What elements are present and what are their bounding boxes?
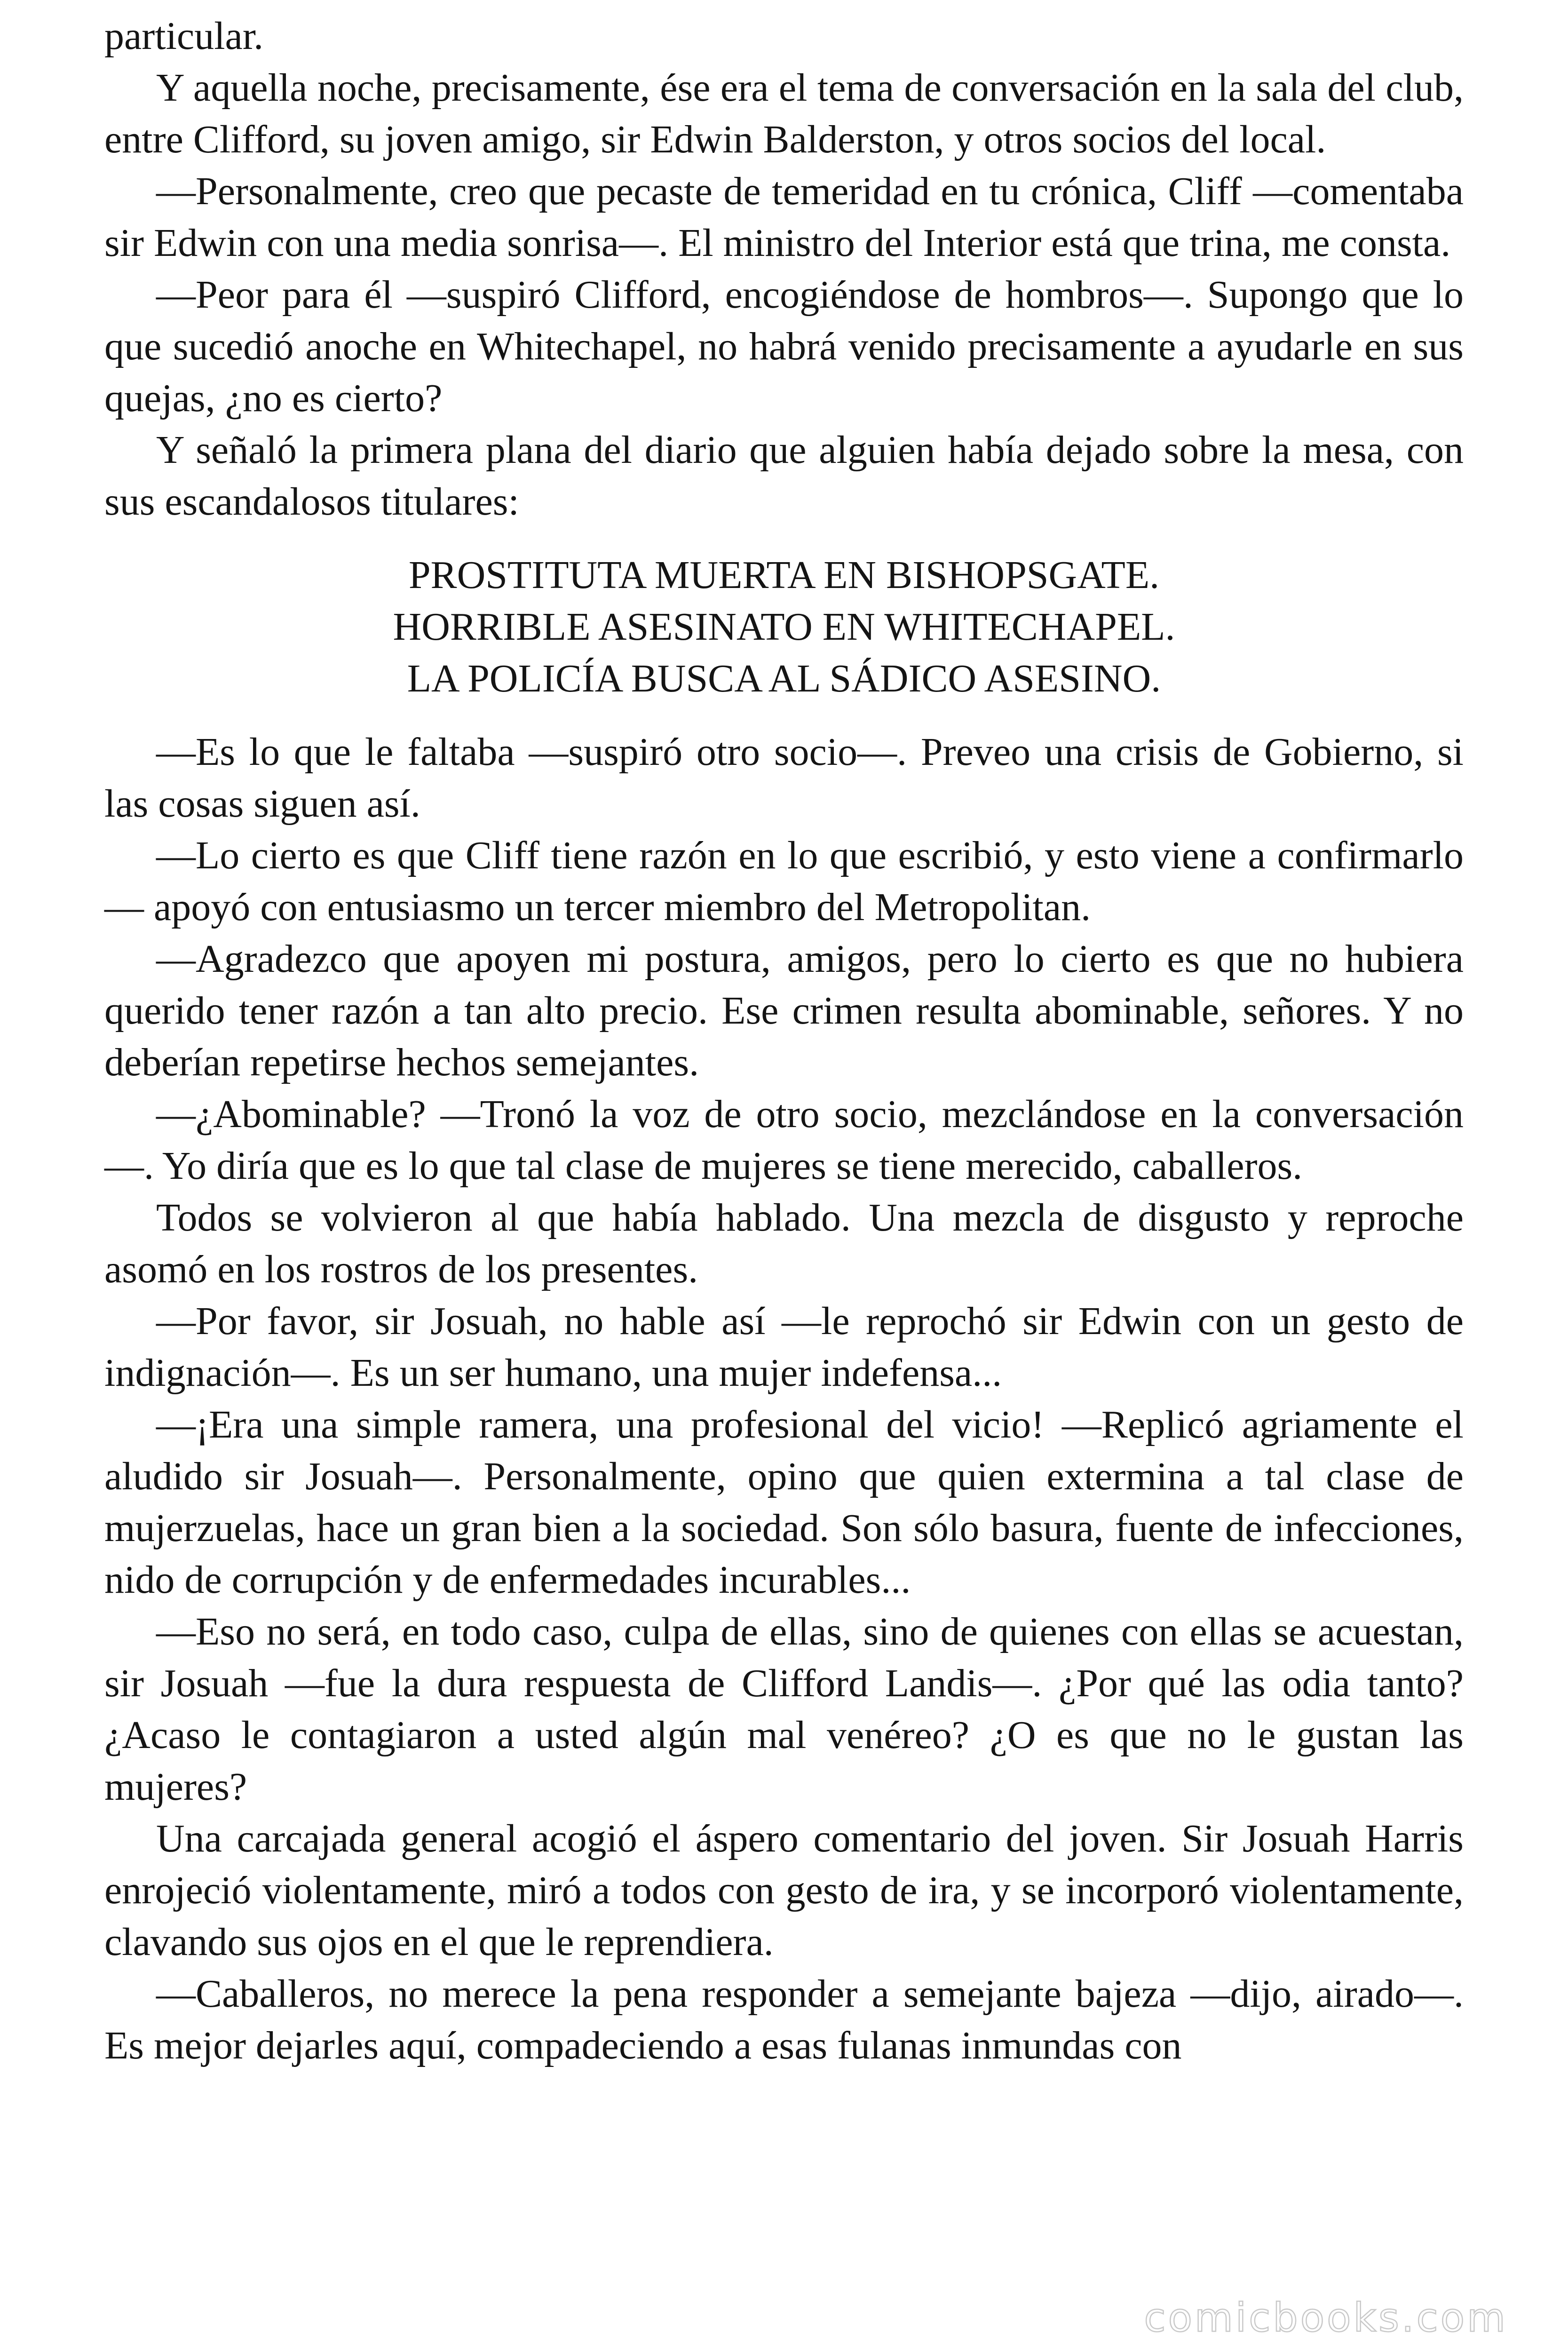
paragraph: particular. [104,14,264,58]
paragraph: —Caballeros, no merece la pena responder a semejante bajeza —dijo, airado—. Es mejor dejarles aquí, compadeciendo a esas fulanas inmundas con [104,1972,1464,2067]
paragraph: Y señaló la primera plana del diario que alguien había dejado sobre la mesa, con sus escandalosos titulares: [104,428,1464,524]
paragraph: —Peor para él —suspiró Clifford, encogiéndose de hombros—. Supongo que lo que sucedió anoche en Whitechapel, no habrá venido precisamente a ayudarle en sus quejas, ¿no es cierto? [104,273,1464,420]
paragraph: —¡Era una simple ramera, una profesional del vicio! —Replicó agriamente el aludido sir Josuah—. Personalmente, opino que quien extermina a tal clase de mujerzuelas, hace un gran bien a la sociedad. Son sólo basura, fuente de infecciones, nido de corrupción y de enfermedades incurables... [104,1403,1464,1602]
paragraph: Una carcajada general acogió el áspero comentario del joven. Sir Josuah Harris enrojeció violentamente, miró a todos con gesto de ira, y se incorporó violentamente, clavando sus ojos en el que le reprendiera. [104,1817,1464,1964]
paragraph: —Por favor, sir Josuah, no hable así —le reprochó sir Edwin con un gesto de indignación—. Es un ser humano, una mujer indefensa... [104,1299,1464,1395]
paragraph: —Agradezco que apoyen mi postura, amigos, pero lo cierto es que no hubiera querido tener razón a tan alto precio. Ese crimen resulta abominable, señores. Y no deberían repetirse hechos semejantes. [104,937,1464,1084]
paragraph: Y aquella noche, precisamente, ése era el tema de conversación en la sala del club, entre Clifford, su joven amigo, sir Edwin Balderston, y otros socios del local. [104,66,1464,161]
headline-line: PROSTITUTA MUERTA EN BISHOPSGATE. [408,553,1160,597]
paragraph: —¿Abominable? —Tronó la voz de otro socio, mezclándose en la conversación—. Yo diría que es lo que tal clase de mujeres se tiene merecido, caballeros. [104,1092,1464,1188]
headline-line: LA POLICÍA BUSCA AL SÁDICO ASESINO. [407,657,1161,700]
paragraph: Todos se volvieron al que había hablado. Una mezcla de disgusto y reproche asomó en los rostros de los presentes. [104,1196,1464,1291]
paragraph: —Lo cierto es que Cliff tiene razón en lo que escribió, y esto viene a confirmarlo — apoyó con entusiasmo un tercer miembro del Metropolitan. [104,834,1464,929]
paragraph: —Personalmente, creo que pecaste de temeridad en tu crónica, Cliff —comentaba sir Edwin con una media sonrisa—. El ministro del Interior está que trina, me consta. [104,169,1464,265]
paragraph: —Eso no será, en todo caso, culpa de ellas, sino de quienes con ellas se acuestan, sir Josuah —fue la dura respuesta de Clifford Landis—. ¿Por qué las odia tanto? ¿Acaso le contagiaron a usted algún mal venéreo? ¿O es que no le gustan las mujeres? [104,1610,1464,1809]
newspaper-headlines [104,549,1464,705]
headline-line: HORRIBLE ASESINATO EN WHITECHAPEL. [393,605,1175,649]
paragraph: —Es lo que le faltaba —suspiró otro socio—. Preveo una crisis de Gobierno, si las cosas siguen así. [104,730,1464,826]
watermark-logo: comicbooks.com [1144,2295,1508,2341]
page-text [104,10,1464,2072]
